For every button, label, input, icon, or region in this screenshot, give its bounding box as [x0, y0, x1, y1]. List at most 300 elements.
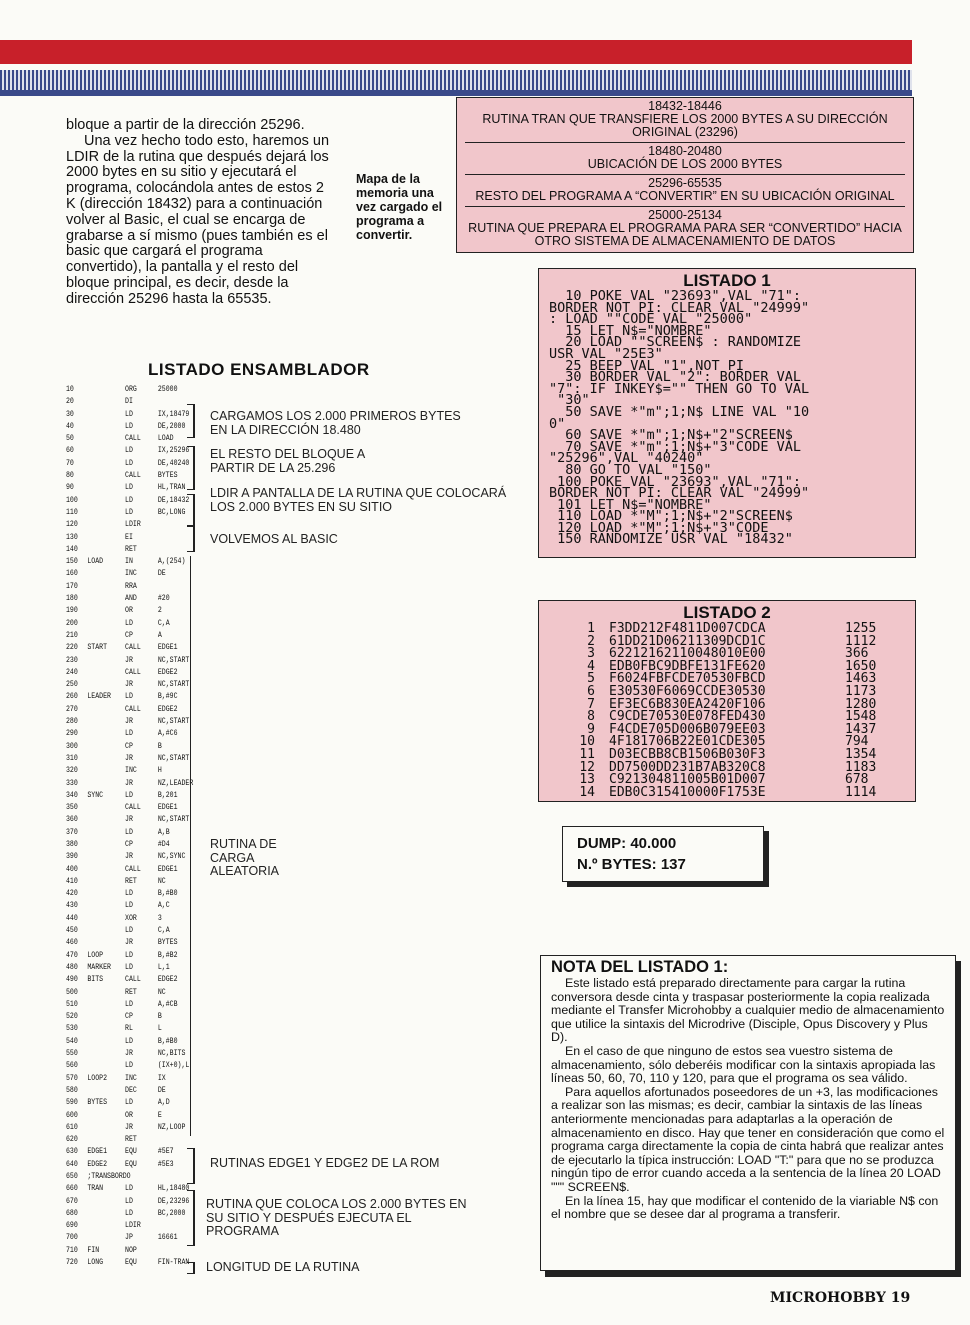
asm-line-number: 720 — [66, 1258, 78, 1268]
memory-map-row — [465, 98, 905, 143]
listado-2-line-number: 7 — [587, 696, 595, 712]
listado-2-checksum: 1463 — [845, 671, 877, 687]
asm-line-number: 10 — [66, 385, 74, 394]
listado-1-line: 101 LET N$="NOMBRE" — [549, 496, 712, 513]
asm-line-number: 120 — [66, 520, 78, 530]
asm-line-number: 580 — [66, 1085, 78, 1095]
listado-2-line-number: 12 — [579, 759, 595, 775]
annotation-bracket — [187, 1190, 195, 1246]
asm-line — [66, 1134, 181, 1146]
annotation-rest-block: EL RESTO DEL BLOQUE A PARTIR DE LA 25.296 — [210, 447, 365, 475]
asm-opcode: LDIR — [125, 1221, 141, 1231]
asm-line-number: 600 — [66, 1110, 78, 1120]
asm-line-number: 130 — [66, 532, 78, 542]
asm-line — [66, 1245, 181, 1257]
asm-opcode: JR — [125, 852, 133, 862]
asm-opcode: DI — [125, 397, 133, 407]
listado-2-hex: D03ECBB8CB1506B030F3 — [609, 746, 766, 762]
listado-2-line-number: 13 — [579, 772, 595, 788]
asm-opcode: JR — [125, 655, 133, 665]
asm-label: LOOP — [87, 950, 104, 960]
asm-line-number: 440 — [66, 913, 78, 923]
asm-operand: EDGE2 — [157, 667, 178, 677]
listado-2-hex: F4CDE705D006B079EE03 — [609, 721, 766, 737]
asm-operand: (IX+0),L — [157, 1061, 190, 1071]
header-band-red — [0, 40, 912, 64]
asm-opcode: LD — [125, 692, 133, 702]
asm-operand: EDGE2 — [157, 975, 178, 985]
asm-operand: NC,BITS — [157, 1049, 186, 1059]
asm-operand: EDGE1 — [157, 643, 178, 653]
asm-line — [66, 691, 181, 703]
listado-1-line: USR VAL "25E3" — [549, 345, 663, 362]
asm-line-number: 710 — [66, 1245, 78, 1255]
page-footer: MICROHOBBY 19 — [770, 1290, 911, 1306]
asm-label: EDGE2 — [87, 1159, 108, 1169]
asm-opcode: CALL — [125, 704, 141, 714]
listado-2-panel — [538, 600, 916, 802]
asm-line — [66, 900, 181, 912]
asm-line — [66, 679, 190, 691]
listado-2-checksum: 1183 — [845, 759, 877, 775]
asm-opcode: LD — [125, 1036, 133, 1046]
listado-2-line-number: 4 — [587, 658, 595, 674]
asm-operand: NC,START — [157, 815, 190, 825]
asm-opcode: INC — [125, 766, 137, 776]
asm-opcode: LD — [125, 1098, 133, 1108]
asm-operand: HL,TRAN — [157, 483, 186, 493]
asm-line-number: 470 — [66, 950, 78, 960]
asm-line-number: 350 — [66, 803, 78, 813]
asm-line — [66, 1220, 181, 1232]
asm-line — [66, 655, 190, 667]
intro-text — [66, 118, 331, 308]
listado-1-line: BORDER NOT PI: CLEAR VAL "24999" — [549, 299, 810, 316]
asm-operand: DE,18432 — [157, 495, 190, 505]
annotation-bracket — [187, 404, 195, 438]
asm-operand: #D4 — [157, 839, 170, 849]
asm-line-number: 390 — [66, 852, 78, 862]
asm-opcode: LD — [125, 950, 133, 960]
listado-1-line: 50 SAVE *"m";1;N$ LINE VAL "10 — [549, 403, 810, 420]
asm-operand: BYTES — [157, 471, 178, 481]
asm-line-number: 650 — [66, 1172, 78, 1181]
listado-1-code — [549, 288, 905, 548]
asm-operand: #20 — [157, 594, 170, 604]
asm-line-number: 460 — [66, 938, 78, 948]
asm-line-number: 190 — [66, 606, 78, 616]
asm-line-number: 160 — [66, 569, 78, 579]
asm-opcode: LD — [125, 962, 133, 972]
listado-2-checksum: 1114 — [845, 784, 877, 800]
asm-operand: C,A — [157, 926, 170, 936]
asm-line — [66, 851, 186, 863]
asm-line-number: 560 — [66, 1061, 78, 1071]
asm-opcode: RET — [125, 544, 137, 554]
asm-line-number: 620 — [66, 1135, 78, 1145]
asm-line — [66, 495, 190, 507]
asm-operand: 2 — [157, 606, 162, 616]
listado-1-line: 100 POKE VAL "23693",VAL "71": — [549, 473, 801, 490]
asm-line-number: 300 — [66, 741, 78, 751]
asm-line — [66, 556, 186, 568]
asm-line-number: 630 — [66, 1147, 78, 1157]
asm-line — [66, 568, 181, 580]
asm-operand: B,201 — [157, 790, 178, 800]
listado-1-line: 120 LOAD *"M";1;N$+"3"CODE — [549, 519, 769, 536]
asm-line — [66, 482, 186, 494]
asm-line-number: 270 — [66, 704, 78, 714]
asm-line — [66, 1036, 181, 1048]
asm-line-number: 680 — [66, 1208, 78, 1218]
asm-line-number: 430 — [66, 901, 78, 911]
asm-operand: 16661 — [157, 1233, 178, 1243]
asm-line — [66, 802, 181, 814]
memory-range: 25000-25134 — [648, 208, 722, 222]
asm-operand: C,A — [157, 618, 170, 628]
asm-line — [66, 581, 181, 593]
asm-opcode: RET — [125, 987, 137, 997]
asm-label: FIN — [87, 1245, 100, 1255]
asm-operand: FIN-TRAN — [157, 1258, 190, 1268]
asm-opcode: CALL — [125, 803, 141, 813]
asm-operand: B,#B0 — [157, 889, 178, 899]
asm-line-number: 480 — [66, 962, 78, 972]
asm-label: TRAN — [87, 1184, 104, 1194]
asm-line — [66, 790, 181, 802]
listado-2-line-number: 1 — [587, 621, 595, 636]
asm-line — [66, 876, 181, 888]
asm-line — [66, 433, 181, 445]
annotation-bracket — [187, 1148, 195, 1184]
asm-opcode: LD — [125, 729, 133, 739]
asm-line — [66, 593, 181, 605]
asm-operand: NC,START — [157, 717, 190, 727]
asm-opcode: CALL — [125, 864, 141, 874]
memory-description: UBICACIÓN DE LOS 2000 BYTES — [587, 157, 783, 171]
listado-2-checksum: 1173 — [845, 683, 877, 699]
asm-line-number: 670 — [66, 1196, 78, 1206]
asm-opcode: CP — [125, 839, 133, 849]
asm-opcode: LD — [125, 1184, 133, 1194]
asm-label: LONG — [87, 1258, 104, 1268]
listado-2-line-number: 3 — [587, 646, 595, 662]
annotation-bracket — [187, 1262, 195, 1274]
asm-label: SYNC — [87, 790, 104, 800]
asm-line — [66, 1073, 181, 1085]
asm-line — [66, 753, 190, 765]
asm-label: LEADER — [87, 692, 111, 702]
listado-2-table — [547, 623, 907, 799]
asm-line — [66, 384, 181, 396]
memory-description: RUTINA QUE PREPARA EL PROGRAMA PARA SER “CONVERTIDO” HACIA OTRO SISTEMA DE ALMACENAMIENTO DE DATOS — [468, 221, 902, 248]
listado-2-line-number: 10 — [579, 734, 595, 750]
annotation-bracket — [187, 526, 195, 552]
asm-line-number: 520 — [66, 1012, 78, 1022]
annotation-rule — [190, 556, 191, 1136]
asm-line-number: 410 — [66, 876, 78, 886]
asm-line-number: 400 — [66, 864, 78, 874]
asm-line — [66, 1122, 186, 1134]
asm-line — [66, 827, 181, 839]
nota-body — [551, 977, 945, 1222]
annotation-tran-routine: RUTINA QUE COLOCA LOS 2.000 BYTES EN SU SITIO Y DESPUÉS EJECUTA EL PROGRAMA — [206, 1197, 467, 1238]
asm-opcode: CP — [125, 630, 133, 640]
asm-line — [66, 642, 181, 654]
listado-2-hex: 4F181706B22E01CDE305 — [609, 734, 766, 750]
asm-operand: B,#9C — [157, 692, 178, 702]
asm-line-number: 360 — [66, 815, 78, 825]
asm-label: EDGE1 — [87, 1147, 108, 1157]
asm-operand: DE,23296 — [157, 1196, 190, 1206]
nota-box — [540, 955, 956, 1271]
asm-opcode: JP — [125, 1233, 133, 1243]
asm-operand: IX,18479 — [157, 409, 190, 419]
annotation-load-2000: CARGAMOS LOS 2.000 PRIMEROS BYTES EN LA DIRECCIÓN 18.480 — [210, 409, 461, 437]
asm-line — [66, 913, 181, 925]
listado-1-line: 70 SAVE *"m";1;N$+"3"CODE VAL — [549, 438, 801, 455]
asm-line-number: 380 — [66, 839, 78, 849]
asm-line-number: 310 — [66, 753, 78, 763]
asm-operand: B,#B0 — [157, 1036, 178, 1046]
asm-line — [66, 618, 181, 630]
asm-line-number: 550 — [66, 1049, 78, 1059]
asm-line — [66, 925, 181, 937]
annotation-bracket — [187, 494, 195, 526]
listado-2-line-number: 8 — [587, 709, 595, 725]
listado-2-hex: EF3EC6B830EA2420F106 — [609, 696, 766, 712]
asm-line-number: 150 — [66, 557, 78, 567]
asm-line — [66, 1023, 181, 1035]
asm-operand: B — [157, 1012, 162, 1022]
listado-2-checksum: 1437 — [845, 721, 877, 737]
annotation-edge-routines: RUTINAS EDGE1 Y EDGE2 DE LA ROM — [210, 1156, 440, 1170]
listado-2-line-number: 9 — [587, 721, 595, 737]
asm-opcode: DEC — [125, 1085, 137, 1095]
asm-opcode: LD — [125, 421, 133, 431]
listado-2-hex: F3DD212F4811D007CDCA — [609, 621, 766, 636]
listado-2-hex: DD7500DD231B7AB320C8 — [609, 759, 766, 775]
asm-line-number: 240 — [66, 667, 78, 677]
annotation-ldir: LDIR A PANTALLA DE LA RUTINA QUE COLOCARÁ LOS 2.000 BYTES EN SU SITIO — [210, 486, 507, 514]
asm-opcode: CP — [125, 741, 133, 751]
asm-line — [66, 507, 186, 519]
asm-opcode: LD — [125, 446, 133, 456]
asm-line — [66, 544, 181, 556]
dump-address: DUMP: 40.000 — [577, 835, 677, 852]
asm-line — [66, 1048, 186, 1060]
asm-opcode: EQU — [125, 1159, 137, 1169]
asm-opcode: JR — [125, 815, 133, 825]
asm-opcode: JR — [125, 778, 133, 788]
asm-operand: NZ,LOOP — [157, 1122, 186, 1132]
memory-map-row — [465, 143, 905, 175]
asm-operand: NC,START — [157, 655, 190, 665]
asm-line — [66, 519, 181, 531]
listado-2-hex: EDB0C315410000F1753E — [609, 784, 766, 800]
asm-opcode: LD — [125, 827, 133, 837]
asm-line — [66, 1060, 190, 1072]
asm-operand: IX,25296 — [157, 446, 190, 456]
listado-1-line: 110 LOAD *"M";1;N$+"2"SCREEN$ — [549, 508, 793, 525]
asm-operand: NC,SYNC — [157, 852, 186, 862]
asm-operand: LOAD — [157, 434, 174, 444]
asm-operand: NC,START — [157, 753, 190, 763]
asm-opcode: INC — [125, 1073, 137, 1083]
asm-opcode: LD — [125, 495, 133, 505]
asm-opcode: JR — [125, 680, 133, 690]
listado-1-line: 60 SAVE *"m";1;N$+"2"SCREEN$ — [549, 427, 793, 444]
asm-operand: A,#C6 — [157, 729, 178, 739]
listado-1-line: 80 GO TO VAL "150" — [549, 461, 712, 478]
asm-opcode: CALL — [125, 643, 141, 653]
asm-opcode: CP — [125, 1012, 133, 1022]
asm-operand: NC — [157, 876, 166, 886]
asm-operand: IX — [157, 1073, 166, 1083]
asm-line-number: 100 — [66, 495, 78, 505]
asm-line-number: 700 — [66, 1233, 78, 1243]
asm-operand: BC,LONG — [157, 507, 186, 517]
asm-line — [66, 1110, 181, 1122]
asm-operand: BYTES — [157, 938, 178, 948]
asm-operand: #5E7 — [157, 1147, 174, 1157]
listado-2-hex: E30530F6069CCDE30530 — [609, 683, 766, 699]
asm-opcode: AND — [125, 594, 137, 604]
asm-opcode: LD — [125, 507, 133, 517]
asm-operand: DE — [157, 1085, 166, 1095]
listado-2-checksum: 1112 — [845, 633, 877, 649]
asm-label: MARKER — [87, 962, 111, 972]
memory-map-caption: Mapa de la memoria una vez cargado el programa a convertir. — [356, 172, 443, 242]
listado-1-line: BORDER NOT PI: CLEAR VAL "24999" — [549, 485, 810, 502]
annotation-routine-length: LONGITUD DE LA RUTINA — [206, 1260, 360, 1274]
asm-opcode: EQU — [125, 1258, 137, 1268]
asm-line — [66, 741, 181, 753]
asm-operand: DE — [157, 569, 166, 579]
listado-1-line: "7": IF INKEY$="" THEN GO TO VAL — [549, 380, 810, 397]
listado-1-line: "25296",VAL "40240" — [549, 450, 704, 467]
memory-map-row — [465, 207, 905, 251]
asm-line-number: 610 — [66, 1122, 78, 1132]
assembler-listing — [66, 384, 194, 1269]
nota-paragraph: En el caso de que ninguno de estos sea vuestro sistema de almacenamiento, sólo deberéis modificar con la sintaxis apropiada las líneas 50, 60, 70, 110 y 120, para que el programa os sea válido. — [551, 1043, 936, 1086]
asm-line-number: 170 — [66, 581, 78, 591]
asm-line — [66, 974, 181, 986]
nota-paragraph: Para aquellos afortunados poseedores de un +3, las modificaciones a realizar son las mismas; es decir, cambiar la sintaxis de las líneas anteriormente mencionadas para adaptarlas a la operación de almacenamiento en disco. Hay que tener en consideración que como el programa carga directamente la copia de cinta habrá que realizar antes de ejecutarlo la típica instrucción: LOAD "T:" para que no se produzca ningún tipo de error cuando acceda a la sentencia de la línea 20 LOAD """ SCREEN$. — [551, 1084, 945, 1194]
asm-line — [66, 962, 181, 974]
header-band-blue — [0, 70, 912, 90]
asm-operand: #5E3 — [157, 1159, 174, 1169]
listado-2-checksum: 1255 — [845, 621, 877, 636]
asm-line — [66, 937, 181, 949]
asm-opcode: LD — [125, 1061, 133, 1071]
asm-line-number: 140 — [66, 544, 78, 554]
asm-line — [66, 987, 181, 999]
intro-paragraph-1: bloque a partir de la dirección 25296. — [66, 117, 305, 133]
asm-opcode: JR — [125, 753, 133, 763]
asm-line-number: 30 — [66, 409, 74, 419]
asm-line — [66, 950, 181, 962]
asm-label: ;TRANSBORDO — [87, 1172, 131, 1181]
memory-description: RESTO DEL PROGRAMA A “CONVERTIR” EN SU UBICACIÓN ORIGINAL — [475, 189, 895, 203]
listado-2-title: LISTADO 2 — [683, 603, 771, 622]
asm-line — [66, 778, 194, 790]
asm-line-number: 220 — [66, 643, 78, 653]
asm-line — [66, 1159, 181, 1171]
asm-line-number: 70 — [66, 458, 74, 468]
asm-line-number: 370 — [66, 827, 78, 837]
listado-1-line: 30 BORDER VAL "2": BORDER VAL — [549, 369, 801, 386]
asm-line — [66, 445, 190, 457]
asm-opcode: RL — [125, 1024, 133, 1034]
asm-line-number: 590 — [66, 1098, 78, 1108]
listado-2-checksum: 1548 — [845, 709, 877, 725]
asm-operand: EDGE2 — [157, 704, 178, 714]
asm-line — [66, 704, 181, 716]
asm-operand: A — [157, 630, 162, 640]
annotation-return-basic: VOLVEMOS AL BASIC — [210, 532, 338, 546]
asm-opcode: LD — [125, 458, 133, 468]
asm-opcode: ORG — [125, 385, 137, 394]
memory-map-row — [465, 175, 905, 207]
listado-1-title: LISTADO 1 — [683, 271, 771, 290]
asm-opcode: LD — [125, 409, 133, 419]
asm-opcode: LD — [125, 999, 133, 1009]
asm-operand: E — [157, 1110, 162, 1120]
asm-opcode: CALL — [125, 471, 141, 481]
listado-2-hex: F6024FBFCDE70530FBCD — [609, 671, 766, 687]
asm-operand: DE,40240 — [157, 458, 190, 468]
asm-line-number: 690 — [66, 1221, 78, 1231]
asm-opcode: OR — [125, 606, 133, 616]
asm-opcode: LD — [125, 926, 133, 936]
asm-line — [66, 667, 181, 679]
assembler-listing-title: LISTADO ENSAMBLADOR — [148, 360, 370, 379]
listado-1-line: 0" — [549, 415, 566, 432]
asm-line-number: 260 — [66, 692, 78, 702]
asm-operand: A,(254) — [157, 557, 186, 567]
asm-operand: A,C — [157, 901, 170, 911]
asm-opcode: LD — [125, 618, 133, 628]
asm-label: LOOP2 — [87, 1073, 108, 1083]
asm-line-number: 450 — [66, 926, 78, 936]
listado-1-line: : LOAD ""CODE VAL "25000" — [549, 311, 753, 328]
memory-map-box — [456, 97, 914, 253]
asm-line-number: 210 — [66, 630, 78, 640]
asm-operand: B,#B2 — [157, 950, 178, 960]
asm-opcode: NOP — [125, 1245, 137, 1255]
asm-label: LOAD — [87, 557, 104, 567]
asm-line-number: 230 — [66, 655, 78, 665]
asm-line — [66, 409, 190, 421]
asm-opcode: JR — [125, 1122, 133, 1132]
listado-1-line: 15 LET N$="NOMBRE" — [549, 322, 712, 339]
asm-line — [66, 630, 181, 642]
asm-line-number: 50 — [66, 434, 74, 444]
memory-range: 18432-18446 — [648, 99, 722, 113]
asm-line-number: 60 — [66, 446, 74, 456]
asm-line-number: 40 — [66, 421, 74, 431]
asm-line — [66, 1171, 181, 1183]
listado-1-line: 20 LOAD ""SCREEN$ : RANDOMIZE — [549, 334, 801, 351]
listado-2-line-number: 2 — [587, 633, 595, 649]
intro-paragraph-2: Una vez hecho todo esto, haremos un LDIR de la rutina que después dejará los 2000 bytes en su sitio y ejecutará el programa, colocándola antes de estos 2 K (dirección 18432) para a continuación volver al Basic, el cual se encarga de grabarse a sí mismo (pues también es el basic que cargará el programa convertido), la pantalla y el resto del bloque principal, es decir, desde la dirección 25296 hasta la 65535. — [66, 132, 330, 307]
asm-opcode: CALL — [125, 667, 141, 677]
asm-line — [66, 605, 181, 617]
asm-opcode: IN — [125, 557, 133, 567]
asm-opcode: CALL — [125, 975, 141, 985]
listado-2-hex: C921304811005B01D007 — [609, 772, 766, 788]
